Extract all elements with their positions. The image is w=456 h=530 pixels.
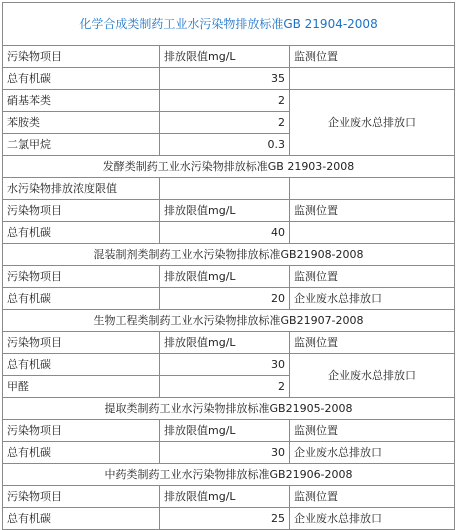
header-limit: 排放限值mg/L	[160, 332, 290, 354]
pollutant-name: 甲醛	[3, 376, 160, 398]
section-title: 混装制剂类制药工业水污染物排放标准GB21908-2008	[3, 244, 455, 266]
header-pollutant: 污染物项目	[3, 200, 160, 222]
table-row	[3, 68, 455, 90]
limit-value: 20	[160, 288, 290, 310]
section-title-row	[3, 244, 455, 266]
pollutant-name: 总有机碳	[3, 222, 160, 244]
header-limit: 排放限值mg/L	[160, 420, 290, 442]
limit-value: 30	[160, 442, 290, 464]
header-row	[3, 200, 455, 222]
header-location: 监测位置	[290, 46, 455, 68]
header-location: 监测位置	[290, 200, 455, 222]
header-limit: 排放限值mg/L	[160, 46, 290, 68]
header-pollutant: 污染物项目	[3, 266, 160, 288]
monitoring-location: 企业废水总排放口	[290, 354, 455, 398]
section-title: 发酵类制药工业水污染物排放标准GB 21903-2008	[3, 156, 455, 178]
limit-value: 2	[160, 376, 290, 398]
header-pollutant: 污染物项目	[3, 420, 160, 442]
header-row	[3, 266, 455, 288]
section-subtitle: 水污染物排放浓度限值	[3, 178, 160, 200]
header-pollutant: 污染物项目	[3, 486, 160, 508]
section-title-row	[3, 3, 455, 46]
header-limit: 排放限值mg/L	[160, 266, 290, 288]
limit-value: 40	[160, 222, 290, 244]
section-title-row	[3, 464, 455, 486]
section-title: 中药类制药工业水污染物排放标准GB21906-2008	[3, 464, 455, 486]
pollutant-name: 硝基苯类	[3, 90, 160, 112]
monitoring-location: 企业废水总排放口	[290, 288, 455, 310]
section-title-row	[3, 310, 455, 332]
header-location: 监测位置	[290, 486, 455, 508]
table-row	[3, 442, 455, 464]
monitoring-location: 企业废水总排放口	[290, 442, 455, 464]
header-row	[3, 420, 455, 442]
section-title: 生物工程类制药工业水污染物排放标准GB21907-2008	[3, 310, 455, 332]
pollutant-name: 总有机碳	[3, 68, 160, 90]
pollutant-name: 苯胺类	[3, 112, 160, 134]
header-limit: 排放限值mg/L	[160, 486, 290, 508]
limit-value: 2	[160, 90, 290, 112]
header-limit: 排放限值mg/L	[160, 200, 290, 222]
header-pollutant: 污染物项目	[3, 46, 160, 68]
section-title-row	[3, 398, 455, 420]
section-title: 提取类制药工业水污染物排放标准GB21905-2008	[3, 398, 455, 420]
limit-value: 35	[160, 68, 290, 90]
pollutant-name: 总有机碳	[3, 354, 160, 376]
subtitle-row	[3, 178, 455, 200]
header-location: 监测位置	[290, 332, 455, 354]
header-row	[3, 332, 455, 354]
table-row	[3, 222, 455, 244]
table-row	[3, 508, 455, 530]
table-row	[3, 90, 455, 112]
limit-value: 25	[160, 508, 290, 530]
section-title-row	[3, 156, 455, 178]
header-pollutant: 污染物项目	[3, 332, 160, 354]
pollutant-name: 总有机碳	[3, 442, 160, 464]
limit-value: 2	[160, 112, 290, 134]
standards-table	[2, 2, 455, 530]
limit-value: 0.3	[160, 134, 290, 156]
pollutant-name: 二氯甲烷	[3, 134, 160, 156]
pollutant-name: 总有机碳	[3, 288, 160, 310]
table-row	[3, 288, 455, 310]
table-row	[3, 354, 455, 376]
header-row	[3, 486, 455, 508]
monitoring-location: 企业废水总排放口	[290, 508, 455, 530]
header-location: 监测位置	[290, 266, 455, 288]
section-title: 化学合成类制药工业水污染物排放标准GB 21904-2008	[3, 3, 455, 46]
monitoring-location: 企业废水总排放口	[290, 90, 455, 156]
pollutant-name: 总有机碳	[3, 508, 160, 530]
header-row	[3, 46, 455, 68]
header-location: 监测位置	[290, 420, 455, 442]
limit-value: 30	[160, 354, 290, 376]
